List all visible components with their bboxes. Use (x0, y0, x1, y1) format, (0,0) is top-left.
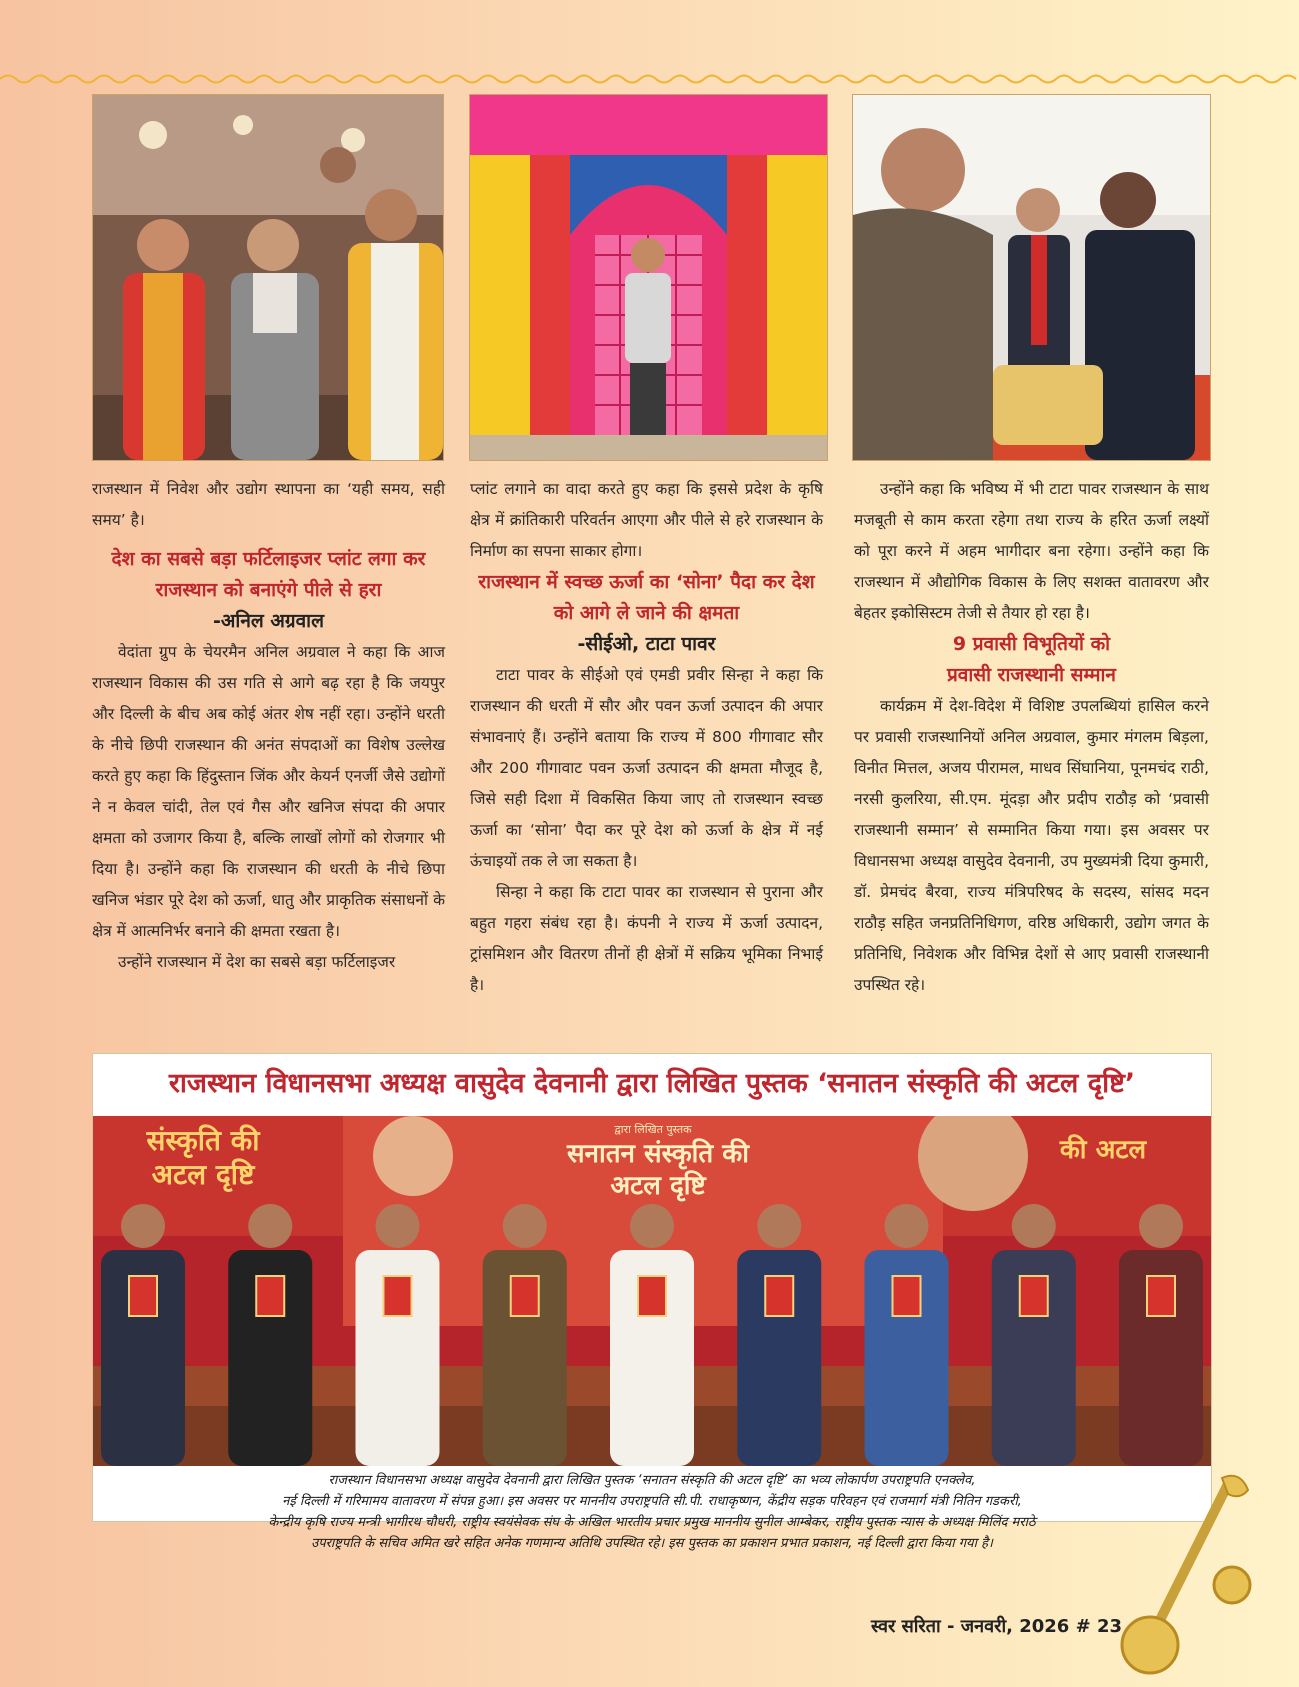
book-copy (1147, 1276, 1175, 1316)
column1-paragraph: वेदांता ग्रुप के चेयरमैन अनिल अग्रवाल ने कहा कि आज राजस्थान विकास की उस गति से आगे बढ़ रहा है कि जयपुर और दिल्ली के बीच अब कोई अंतर शेष नहीं रहा। उन्होंने धरती के नीचे छिपी राजस्थान की अनंत संपदाओं का विशेष उल्लेख करते हुए कहा कि हिंदुस्तान जिंक और केयर्न एनर्जी जैसे उद्योगों ने न केवल चांदी, तेल एवं गैस और खनिज संपदा की अपार क्षमता को उजागर किया है, बल्कि लाखों लोगों को रोजगार भी दिया है। उन्होंने कहा कि राजस्थान की धरती के नीचे छिपा खनिज भंडार पूरे देश को ऊर्जा, धातु और प्राकृतिक संसाधनों के क्षेत्र में आत्मनिर्भर बनाने की क्षमता रखता है। (92, 643, 445, 940)
backdrop-text-left: संस्कृति की अटल दृष्टि (146, 1124, 260, 1191)
backdrop-text-center-small: द्वारा लिखित पुस्तक (614, 1123, 692, 1136)
column2-paragraph: टाटा पावर के सीईओ एवं एमडी प्रवीर सिन्हा ने कहा कि राजस्थान की धरती में सौर और पवन ऊर्जा उत्पादन की अपार संभावनाएं हैं। उन्होंने बताया कि राज्य में 800 गीगावाट सौर और 200 गीगावाट पवन ऊर्जा उत्पादन की क्षमता मौजूद है, जिसे सही दिशा में विकसित किया जाए तो राजस्थान स्वच्छ ऊर्जा का ‘सोना’ पैदा कर पूरे देश को ऊर्जा के क्षेत्र में नई ऊंचाइयों तक ले जा सकता है। (470, 666, 823, 870)
caption-line: उपराष्ट्रपति के सचिव अमित खरे सहित अनेक गणमान्य अतिथि उपस्थित रहे। इस पुस्तक का प्रकाशन प्रभात प्रकाशन, नई दिल्ली द्वारा किया गया है। (311, 1536, 993, 1551)
photo-colourful-arch (469, 94, 828, 461)
person-head (1139, 1204, 1183, 1248)
caption-line: केन्द्रीय कृषि राज्य मन्त्री भागीरथ चौधरी, राष्ट्रीय स्वयंसेवक संघ के अखिल भारतीय प्रचार प्रमुख माननीय सुनील आम्बेकर, राष्ट्रीय पुस्तक न्यास के अध्यक्ष मिलिंद मराठे (268, 1515, 1036, 1530)
top-wavy-border (0, 72, 1299, 86)
person-head (885, 1204, 929, 1248)
book-copy (893, 1276, 921, 1316)
column3-heading-line1: 9 प्रवासी विभूतियों को (952, 633, 1111, 655)
banner-title: राजस्थान विधानसभा अध्यक्ष वासुदेव देवनानी द्वारा लिखित पुस्तक ‘सनातन संस्कृति की अटल दृष्टि’ (93, 1054, 1211, 1114)
column1-heading: देश का सबसे बड़ा फर्टिलाइजर प्लांट लगा कर राजस्थान को बनाएंगे पीले से हरा (111, 548, 426, 601)
photo-delegates-talking (852, 94, 1211, 461)
person-head (503, 1204, 547, 1248)
book-copy (256, 1276, 284, 1316)
book-launch-photo (93, 1116, 1211, 1466)
banner-caption (93, 1466, 1211, 1551)
person-head (121, 1204, 165, 1248)
book-copy (765, 1276, 793, 1316)
caption-line: राजस्थान विधानसभा अध्यक्ष वासुदेव देवनानी द्वारा लिखित पुस्तक ‘सनातन संस्कृति की अटल दृष्टि’ का भव्य लोकार्पण उपराष्ट्रपति एनक्लेव, (328, 1473, 976, 1488)
column2-heading: राजस्थान में स्वच्छ ऊर्जा का ‘सोना’ पैदा कर देश को आगे ले जाने की क्षमता (478, 571, 815, 624)
article-column-2 (470, 474, 823, 1001)
article-column-1 (92, 474, 445, 978)
backdrop-text-right: की अटल (1059, 1135, 1147, 1165)
person-head (1012, 1204, 1056, 1248)
column2-intro: प्लांट लगाने का वादा करते हुए कहा कि इससे प्रदेश के कृषि क्षेत्र में क्रांतिकारी परिवर्तन आएगा और पीले से हरे राजस्थान के निर्माण का सपना साकार होगा। (470, 480, 823, 560)
column2-byline: -सीईओ, टाटा पावर (577, 633, 716, 655)
column1-intro: राजस्थान में निवेश और उद्योग स्थापना का ‘यही समय, सही समय’ है। (92, 480, 445, 529)
column3-paragraph: कार्यक्रम में देश-विदेश में विशिष्ट उपलब्धियां हासिल करने पर प्रवासी राजस्थानियों अनिल अग्रवाल, कुमार मंगलम बिड़ला, विनीत मित्तल, अजय पीरामल, माधव सिंघानिया, पूनमचंद राठी, नरसी कुलरिया, सी.एम. मूंदड़ा और प्रदीप राठौड़ को ‘प्रवासी राजस्थानी सम्मान’ से सम्मानित किया गया। इस अवसर पर विधानसभा अध्यक्ष वासुदेव देवनानी, उप मुख्यमंत्री दिया कुमारी, डॉ. प्रेमचंद बैरवा, राज्य मंत्रिपरिषद के सदस्य, सांसद मदन राठौड़ सहित जनप्रतिनिधिगण, वरिष्ठ अधिकारी, उद्योग जगत के प्रतिनिधि, निवेशक और विभिन्न देशों से आए प्रवासी राजस्थानी उपस्थित रहे। (854, 697, 1209, 994)
article-column-3 (854, 474, 1209, 1001)
person-head (757, 1204, 801, 1248)
column3-intro: उन्होंने कहा कि भविष्य में भी टाटा पावर राजस्थान के साथ मजबूती से काम करता रहेगा तथा राज्य के हरित ऊर्जा लक्ष्यों को पूरा करने में अहम भागीदार बना रहेगा। उन्होंने कहा कि राजस्थान में औद्योगिक विकास के लिए सशक्त वातावरण और बेहतर इकोसिस्टम तेजी से तैयार हो रहा है। (854, 480, 1209, 622)
photo-reception-guests (92, 94, 444, 461)
page-footer (862, 1610, 1122, 1644)
column1-byline: -अनिल अग्रवाल (213, 610, 324, 632)
person-head (630, 1204, 674, 1248)
book-copy (1020, 1276, 1048, 1316)
book-copy (511, 1276, 539, 1316)
person-head (248, 1204, 292, 1248)
book-copy (384, 1276, 412, 1316)
book-launch-banner (92, 1053, 1212, 1551)
column2-paragraph-2: सिन्हा ने कहा कि टाटा पावर का राजस्थान से पुराना और बहुत गहरा संबंध रहा है। कंपनी ने राज्य में ऊर्जा उत्पादन, ट्रांसमिशन और वितरण तीनों ही क्षेत्रों में सक्रिय भूमिका निभाई है। (470, 883, 823, 994)
backdrop-text-center: सनातन संस्कृति की अटल दृष्टि (566, 1139, 749, 1201)
book-copy (638, 1276, 666, 1316)
book-copy (129, 1276, 157, 1316)
magazine-issue: स्वर सरिता - जनवरी, 2026 (870, 1616, 1070, 1637)
page-number: # 23 (1075, 1616, 1122, 1637)
column1-paragraph-2: उन्होंने राजस्थान में देश का सबसे बड़ा फर्टिलाइजर (118, 953, 396, 971)
veena-icon (1110, 1470, 1260, 1680)
caption-line: नई दिल्ली में गरिमामय वातावरण में संपन्न हुआ। इस अवसर पर माननीय उपराष्ट्रपति सी.पी. राधाकृष्णन, केंद्रीय सड़क परिवहन एवं राजमार्ग मंत्री नितिन गडकरी, (282, 1494, 1022, 1509)
column3-heading-line2: प्रवासी राजस्थानी सम्मान (947, 664, 1116, 686)
person-head (376, 1204, 420, 1248)
